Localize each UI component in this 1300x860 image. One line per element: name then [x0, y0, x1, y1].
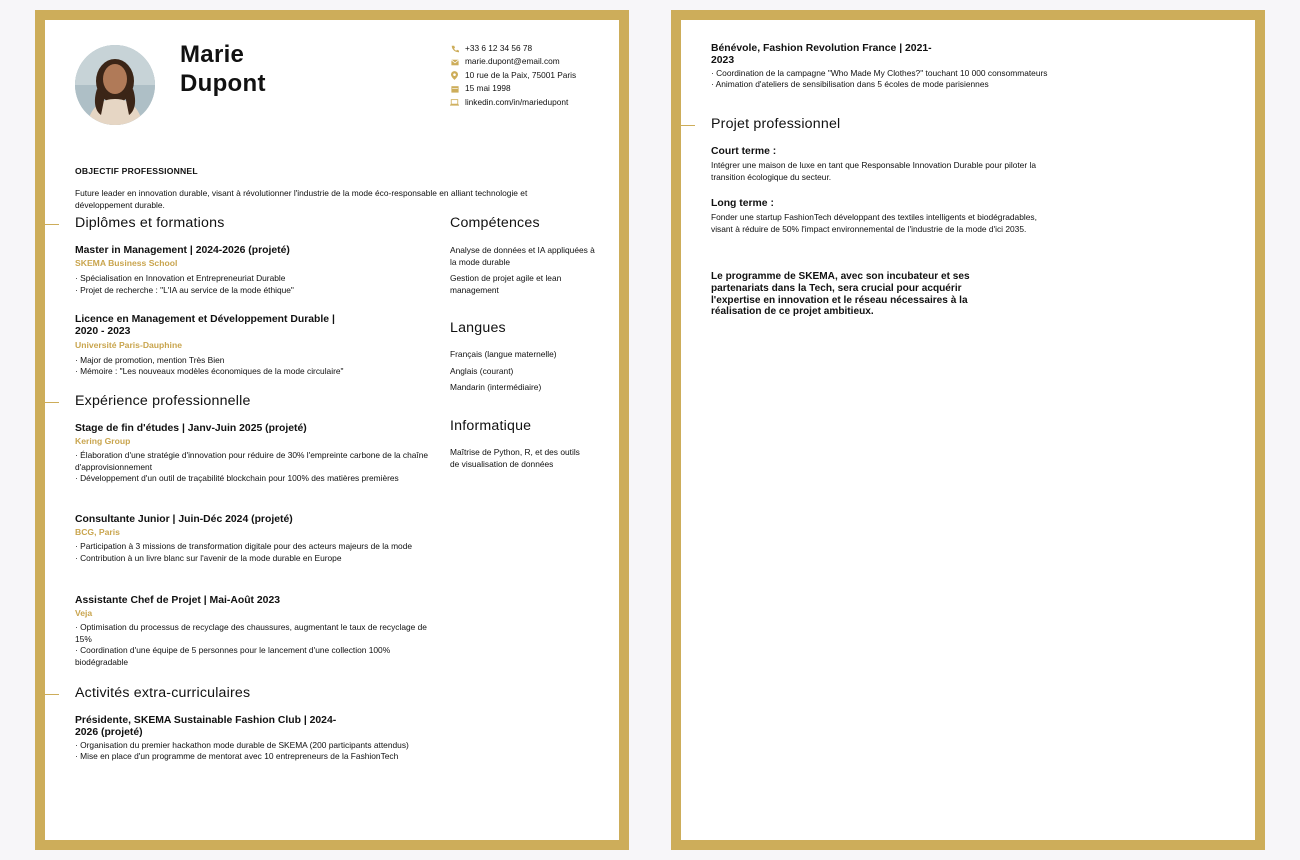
bullet: · Mémoire : "Les nouveaux modèles économiques de la mode circulaire": [75, 366, 344, 376]
entry-title: Master in Management | 2024-2026 (projeté): [75, 245, 290, 256]
bullet: · Coordination de la campagne "Who Made My Clothes?" touchant 10 000 consommateurs: [711, 67, 1048, 78]
entry-title: Consultante Junior | Juin-Déc 2024 (projeté): [75, 514, 293, 525]
long-term-block: [711, 198, 1041, 235]
education-entry: [75, 314, 355, 377]
activity-entry: [75, 715, 435, 762]
contact-text: linkedin.com/in/mariedupont: [465, 96, 569, 107]
skills-list: [450, 245, 600, 296]
entry-bullets: [75, 355, 435, 378]
phone-icon: [450, 44, 459, 53]
contact-text: +33 6 12 34 56 78: [465, 43, 533, 53]
closing-statement: Le programme de SKEMA, avec son incubateur et ses partenariats dans la Tech, sera crucial pour acquérir l'expertise en innovation et le réseau nécessaires à la réalisation de ce projet ambitieux.: [711, 271, 970, 318]
contact-linkedin: [450, 96, 576, 109]
entry-bullets: [75, 740, 435, 763]
entry-bullets: [711, 68, 1071, 91]
cv-page-2: [671, 10, 1265, 850]
long-term-text: Fonder une startup FashionTech développant des textiles intelligents et biodégradables, visant à réduire de 50% l'impact environnemental de l'industrie de la mode d'ici 2035.: [711, 212, 1037, 234]
first-name: Marie: [180, 41, 245, 68]
contact-text: 10 rue de la Paix, 75001 Paris: [465, 69, 577, 80]
laptop-icon: [450, 98, 459, 107]
bullet: · Participation à 3 missions de transformation digitale pour des acteurs majeurs de la mode: [75, 541, 413, 552]
bullet: · Animation d'ateliers de sensibilisation dans 5 écoles de mode parisiennes: [711, 79, 989, 89]
objective-title: OBJECTIF PROFESSIONNEL: [75, 166, 198, 176]
entry-org: Kering Group: [75, 436, 131, 447]
short-term-title: Court terme :: [711, 146, 777, 157]
bullet: · Développement d'un outil de traçabilité blockchain pour 100% des matières premières: [75, 473, 399, 484]
contact-list: [450, 42, 576, 109]
it-title: Informatique: [450, 418, 532, 434]
entry-bullets: [75, 450, 435, 484]
entry-title: Présidente, SKEMA Sustainable Fashion Club | 2024-2026 (projeté): [75, 715, 337, 739]
bullet: · Projet de recherche : "L'IA au service de la mode éthique": [75, 284, 294, 295]
last-name: Dupont: [180, 70, 266, 97]
experience-entry: [75, 595, 435, 668]
contact-text: marie.dupont@email.com: [465, 56, 560, 67]
skill-item: Gestion de projet agile et lean management: [450, 273, 562, 295]
bullet: · Contribution à un livre blanc sur l'avenir de la mode durable en Europe: [75, 552, 342, 563]
email-icon: [450, 58, 459, 67]
contact-email: [450, 55, 576, 68]
bullet: · Major de promotion, mention Très Bien: [75, 354, 225, 365]
it-item: Maîtrise de Python, R, et des outils de visualisation de données: [450, 447, 580, 469]
bullet: · Mise en place d'un programme de mentorat avec 10 entrepreneurs de la FashionTech: [75, 751, 399, 761]
objective-text: Future leader en innovation durable, visant à révolutionner l'industrie de la mode éco-responsable en alliant technologie et développement durable.: [75, 188, 528, 210]
education-title: Diplômes et formations: [75, 215, 225, 231]
entry-bullets: [75, 622, 435, 668]
entry-title: Stage de fin d'études | Janv-Juin 2025 (projeté): [75, 423, 307, 434]
entry-bullets: [75, 541, 435, 564]
experience-title: Expérience professionnelle: [75, 393, 251, 409]
activity-entry: [711, 43, 1071, 90]
contact-address: [450, 69, 576, 82]
contact-text: 15 mai 1998: [465, 83, 511, 94]
language-item: Français (langue maternelle): [450, 349, 557, 359]
bullet: · Élaboration d'une stratégie d'innovation pour réduire de 30% l'empreinte carbone de la chaîne d'approvisionnement: [75, 450, 429, 472]
section-marker: [45, 402, 59, 403]
entry-org: Veja: [75, 608, 93, 619]
bullet: · Optimisation du processus de recyclage des chaussures, augmentant le taux de recyclage de 15%: [75, 622, 427, 644]
entry-bullets: [75, 273, 435, 296]
project-title: Projet professionnel: [711, 116, 841, 132]
bullet: · Organisation du premier hackathon mode durable de SKEMA (200 participants attendus): [75, 739, 409, 750]
activities-title: Activités extra-curriculaires: [75, 685, 251, 701]
bullet: · Coordination d'une équipe de 5 personnes pour le lancement d'une collection 100% biodégradable: [75, 645, 391, 667]
bullet: · Spécialisation en Innovation et Entrepreneuriat Durable: [75, 273, 286, 284]
it-list: [450, 447, 590, 470]
section-marker: [681, 125, 695, 126]
entry-org: SKEMA Business School: [75, 258, 178, 269]
location-icon: [450, 71, 459, 80]
short-term-block: [711, 146, 1071, 183]
experience-entry: [75, 514, 435, 564]
languages-list: [450, 349, 600, 394]
language-item: Anglais (courant): [450, 365, 514, 376]
section-marker: [45, 224, 59, 225]
language-item: Mandarin (intermédiaire): [450, 382, 542, 393]
contact-phone: [450, 42, 576, 55]
section-marker: [45, 694, 59, 695]
experience-entry: [75, 423, 435, 485]
cv-page-1: [35, 10, 629, 850]
entry-org: Université Paris-Dauphine: [75, 339, 182, 350]
entry-title: Assistante Chef de Projet | Mai-Août 2023: [75, 595, 280, 606]
entry-title: Bénévole, Fashion Revolution France | 2021-2023: [711, 43, 932, 67]
education-entry: [75, 245, 435, 296]
entry-org: BCG, Paris: [75, 527, 120, 538]
long-term-title: Long terme :: [711, 198, 774, 209]
skill-item: Analyse de données et IA appliquées à la mode durable: [450, 245, 595, 267]
entry-title: Licence en Management et Développement Durable | 2020 - 2023: [75, 314, 335, 338]
person-portrait-icon: [75, 45, 155, 125]
calendar-icon: [450, 84, 459, 93]
profile-photo: [75, 45, 155, 125]
contact-birthdate: [450, 82, 576, 95]
languages-title: Langues: [450, 320, 506, 336]
skills-title: Compétences: [450, 215, 540, 231]
candidate-name: [180, 40, 266, 98]
short-term-text: Intégrer une maison de luxe en tant que Responsable Innovation Durable pour piloter la transition écologique du secteur.: [711, 160, 1036, 182]
